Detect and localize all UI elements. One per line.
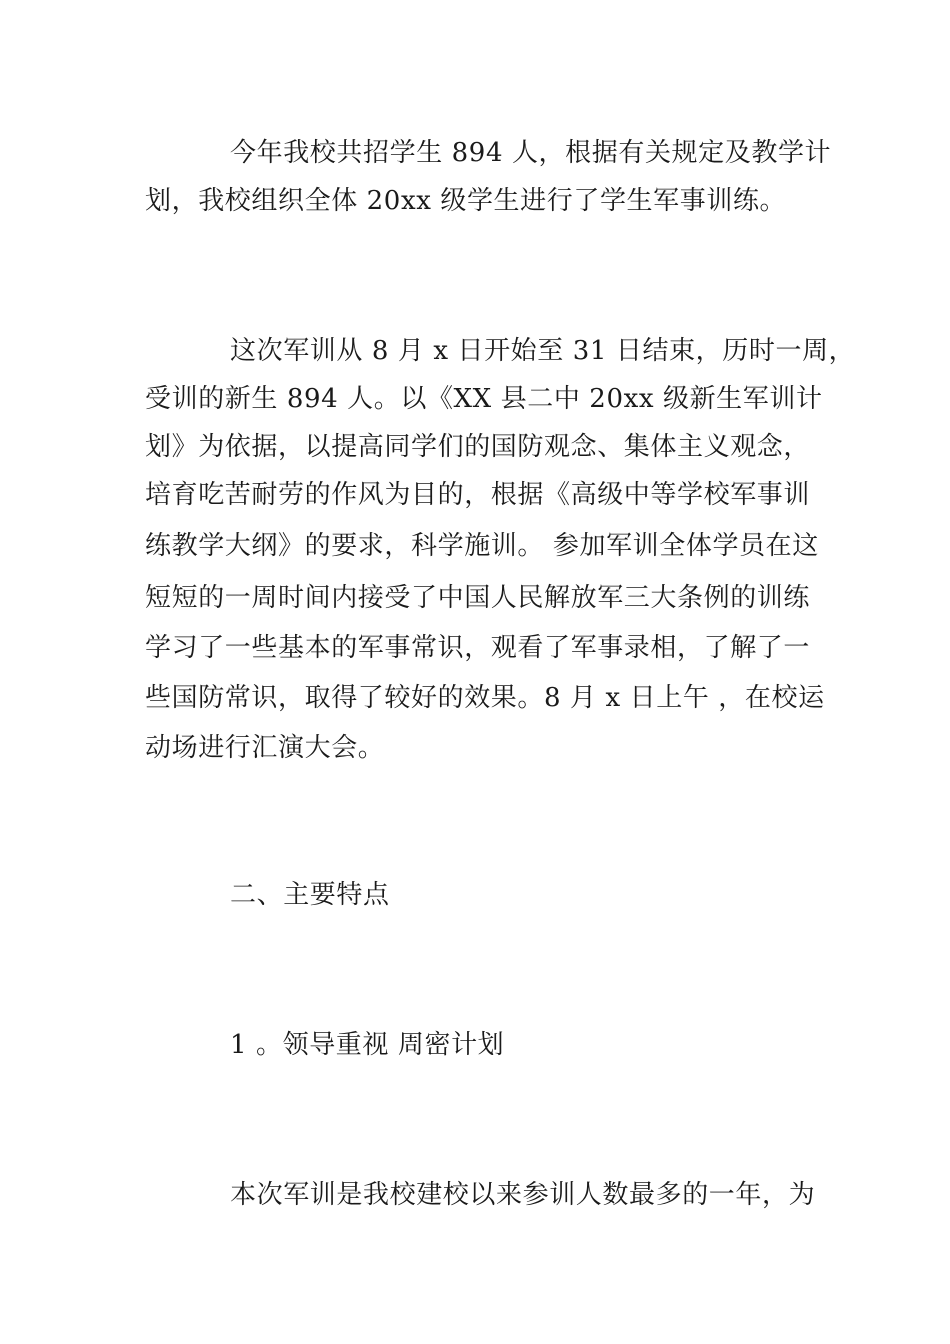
paragraph-2-line-4: 培育吃苦耐劳的作风为目的，根据《高级中等学校军事训 xyxy=(145,480,811,510)
paragraph-2-line-8: 些国防常识，取得了较好的效果。8 月 x 日上午 ，在校运 xyxy=(145,683,825,713)
paragraph-1-line-2: 划，我校组织全体 20xx 级学生进行了学生军事训练。 xyxy=(145,186,787,216)
paragraph-2-line-6: 短短的一周时间内接受了中国人民解放军三大条例的训练 xyxy=(145,583,811,613)
section-heading: 二、主要特点 xyxy=(230,880,390,910)
paragraph-3-line-1: 本次军训是我校建校以来参训人数最多的一年，为 xyxy=(230,1180,816,1210)
paragraph-2-line-2: 受训的新生 894 人。以《XX 县二中 20xx 级新生军训计 xyxy=(145,384,823,414)
paragraph-2-line-5: 练教学大纲》的要求，科学施训。 参加军训全体学员在这 xyxy=(145,531,819,561)
paragraph-2-line-3: 划》为依据，以提高同学们的国防观念、集体主义观念， xyxy=(145,432,811,462)
paragraph-2-line-9: 动场进行汇演大会。 xyxy=(145,733,385,763)
subsection-heading: 1 。领导重视 周密计划 xyxy=(230,1030,505,1060)
paragraph-1-line-1: 今年我校共招学生 894 人，根据有关规定及教学计 xyxy=(230,138,832,168)
paragraph-2-line-1: 这次军训从 8 月 x 日开始至 31 日结束，历时一周， xyxy=(230,336,856,366)
paragraph-2-line-7: 学习了一些基本的军事常识，观看了军事录相，了解了一 xyxy=(145,633,811,663)
